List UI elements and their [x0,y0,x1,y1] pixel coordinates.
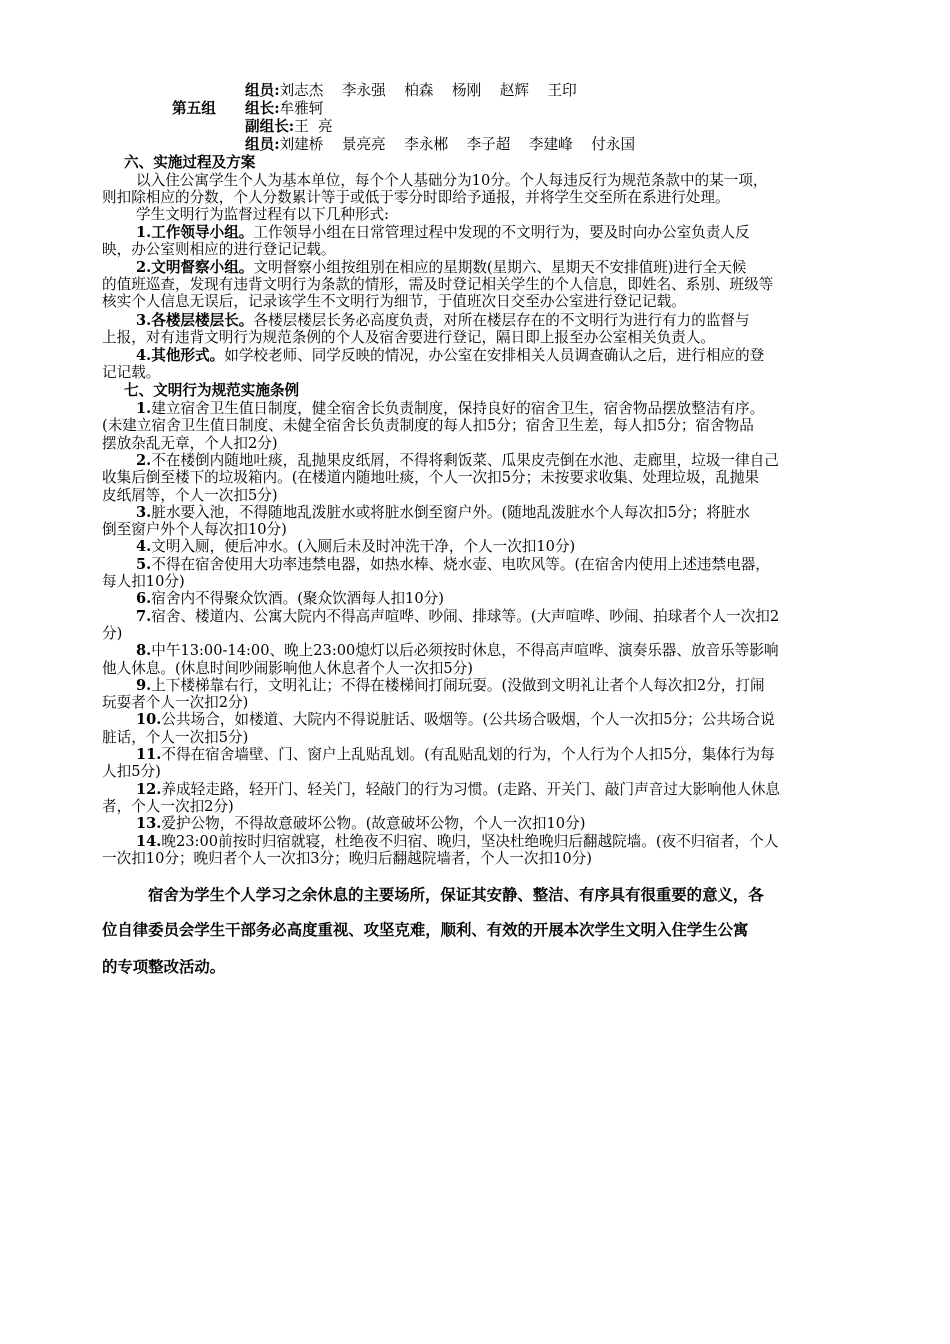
rule-text: 上下楼梯靠右行，文明礼让；不得在楼梯间打闹玩耍。(没做到文明礼让者个人每次扣2分，打闹 [151,676,765,694]
rule-item [136,746,775,763]
rule-number: 5. [136,555,152,573]
s6-form-2-text: 文明督察小组按组别在相应的星期数(星期六、星期天不安排值班)进行全天候 [253,259,747,276]
rule-number: 11. [136,746,162,763]
rule-text: 宿舍、楼道内、公寓大院内不得高声喧哗、吵闹、排球等。(大声喧哗、吵闹、拍球者个人一次扣2 [151,607,780,625]
g4-members-label: 组员: [245,82,280,99]
rule-item-cont [102,417,754,434]
rule-number: 1. [136,400,152,417]
s6-form-1-cont: 映，办公室则相应的进行登记记载。 [102,241,336,258]
rule-item-cont [102,729,248,746]
rule-text: 分) [102,624,123,642]
rule-item-cont [102,573,185,590]
g5-name: 第五组 [172,100,216,117]
rule-text: 一次扣10分；晚归者个人一次扣3分；晚归后翻越院墙者，个人一次扣10分) [102,849,592,867]
rule-number: 7. [136,607,152,625]
rule-item-cont [102,850,592,867]
closing-line-3: 的专项整改活动。 [102,958,226,976]
rule-item [136,400,764,417]
rule-text: 者，个人一次扣2分) [102,797,234,815]
rule-number: 12. [136,780,162,798]
rule-item [136,590,444,607]
s6-p2: 学生文明行为监督过程有以下几种形式: [136,206,390,223]
rule-number: 3. [136,503,152,521]
closing-line-2: 位自律委员会学生干部务必高度重视、攻坚克难，顺利、有效的开展本次学生文明入住学生公寓 [102,921,749,939]
rule-text: 文明入厕，便后冲水。(入厕后未及时冲洗干净，个人一次扣10分) [151,538,576,556]
rule-text: 爱护公物，不得故意破坏公物。(故意破坏公物，个人一次扣10分) [161,815,586,833]
rule-text: 不得在宿舍使用大功率违禁电器，如热水棒、烧水壶、电吹风等。(在宿舍内使用上述违禁电器， [151,555,770,573]
s6-p1: 以入住公寓学生个人为基本单位，每个个人基础分为10分。个人每违反行为规范条款中的某一项， [136,172,768,189]
s6-form-4-head: 4.其他形式。 [136,347,225,364]
g5-members-label: 组员: [245,136,280,153]
rule-item-cont [102,487,278,504]
s6-form-4-text: 如学校老师、同学反映的情况，办公室在安排相关人员调查确认之后，进行相应的登 [224,347,765,364]
rule-text: 摆放杂乱无章，个人扣2分) [102,434,278,452]
rule-number: 9. [136,676,152,694]
rule-item [136,833,778,850]
rule-item-cont [102,625,122,642]
rule-text: 宿舍内不得聚众饮酒。(聚众饮酒每人扣10分) [151,590,444,608]
rule-text: 人扣5分) [102,763,161,781]
rule-text: 脏水要入池，不得随地乱泼脏水或将脏水倒至窗户外。(随地乱泼脏水个人每次扣5分；将脏水 [151,503,750,521]
rule-number: 2. [136,451,152,469]
rule-text: 公共场合，如楼道、大院内不得说脏话、吸烟等。(公共场合吸烟，个人一次扣5分；公共场合说 [161,711,775,729]
rule-number: 13. [136,815,162,833]
rule-item [136,815,585,832]
rule-text: 玩耍者个人一次扣2分) [102,694,249,712]
rule-item-cont [102,798,234,815]
rule-text: 收集后倒至楼下的垃圾箱内。(在楼道内随地吐痰，个人一次扣5分；未按要求收集、处理垃圾，乱抛果 [102,469,760,487]
rule-item [136,781,780,798]
rule-number: 10. [136,711,162,729]
s6-form-2-cont1: 的值班巡查，发现有违背文明行为条款的情形，需及时登记相关学生的个人信息，即姓名、系别、班级等 [102,276,774,293]
rule-text: 中午13:00-14:00、晚上23:00熄灯以后必须按时休息，不得高声喧哗、演奏乐器、放音乐等影响 [151,642,779,660]
s6-form-3-text: 各楼层楼层长务必高度负责，对所在楼层存在的不文明行为进行有力的监督与 [253,312,750,329]
rule-item-cont [102,694,248,711]
rule-text: 晚23:00前按时归宿就寝，杜绝夜不归宿、晚归，坚决杜绝晚归后翻越院墙。(夜不归宿者，个人 [161,832,779,850]
rule-number: 8. [136,642,152,660]
g4-members-names: 刘志杰 李永强 柏森 杨刚 赵辉 王印 [279,82,577,99]
section-6-title: 六、实施过程及方案 [124,154,256,171]
s6-form-2 [136,259,746,276]
s6-form-1 [136,224,750,241]
rule-number: 4. [136,538,152,556]
g5-members-line [245,136,635,153]
rule-number: 6. [136,590,152,608]
s6-form-2-cont2: 核实个人信息无误后，记录该学生不文明行为细节，于值班次日交至办公室进行登记记载。 [102,293,686,310]
rule-item-cont [102,469,759,486]
g5-deputy: 王 亮 [294,118,333,135]
g5-leader-label: 组长: [245,100,280,117]
g4-members-line [245,82,577,99]
g5-leader-line [245,100,323,117]
s6-form-4-cont: 记记载。 [102,364,161,381]
rule-item-cont [102,521,287,538]
g5-deputy-line [245,118,333,135]
rule-text: 皮纸屑等，个人一次扣5分) [102,486,278,504]
rule-item [136,711,775,728]
s6-form-4 [136,347,764,364]
s6-form-3-cont: 上报，对有违背文明行为规范条例的个人及宿舍要进行登记，隔日即上报至办公室相关负责人。 [102,329,715,346]
rule-item [136,608,779,625]
rule-text: 养成轻走路，轻开门、轻关门，轻敲门的行为习惯。(走路、开关门、敲门声音过大影响他人休息 [161,780,781,798]
s6-form-1-text: 工作领导小组在日常管理过程中发现的不文明行为，要及时向办公室负责人反 [253,224,750,241]
s6-form-3 [136,312,750,329]
rule-item-cont [102,435,278,452]
g5-leader: 牟雅轲 [279,100,324,117]
s6-p1b: 则扣除相应的分数，个人分数累计等于或低于零分时即给予通报，并将学生交至所在系进行处理。 [102,189,730,206]
rule-item [136,677,765,694]
closing-line-1: 宿舍为学生个人学习之余休息的主要场所，保证其安静、整洁、有序具有很重要的意义，各 [148,886,764,904]
rule-item-cont [102,660,473,677]
section-7-title: 七、文明行为规范实施条例 [124,382,300,399]
rule-text: (未建立宿舍卫生值日制度、未健全宿舍长负责制度的每人扣5分；宿舍卫生差，每人扣5分；宿舍物品 [102,417,754,435]
rule-text: 倒至窗户外个人每次扣10分) [102,521,287,539]
s6-form-1-head: 1.工作领导小组。 [136,224,254,241]
rule-text: 建立宿舍卫生值日制度，健全宿舍长负责制度，保持良好的宿舍卫生，宿舍物品摆放整洁有序。 [151,400,765,417]
rule-text: 不得在宿舍墙壁、门、窗户上乱贴乱划。(有乱贴乱划的行为，个人行为个人扣5分，集体行为每 [161,746,775,763]
s6-form-2-head: 2.文明督察小组。 [136,259,254,276]
rule-item [136,642,779,659]
rule-text: 脏话，个人一次扣5分) [102,728,249,746]
rule-item [136,452,779,469]
g5-deputy-label: 副组长: [245,118,295,135]
rule-item-cont [102,763,161,780]
rule-item [136,556,770,573]
g5-members: 刘建桥 景亮亮 李永郴 李子超 李建峰 付永国 [279,136,636,153]
rule-number: 14. [136,832,162,850]
rule-item [136,538,575,555]
rule-item [136,504,750,521]
s6-form-3-head: 3.各楼层楼层长。 [136,312,254,329]
rule-text: 不在楼倒内随地吐痰，乱抛果皮纸屑，不得将剩饭菜、瓜果皮壳倒在水池、走廊里，垃圾一律自己 [151,451,779,469]
rule-text: 每人扣10分) [102,573,185,590]
rule-text: 他人休息。(休息时间吵闹影响他人休息者个人一次扣5分) [102,659,473,677]
